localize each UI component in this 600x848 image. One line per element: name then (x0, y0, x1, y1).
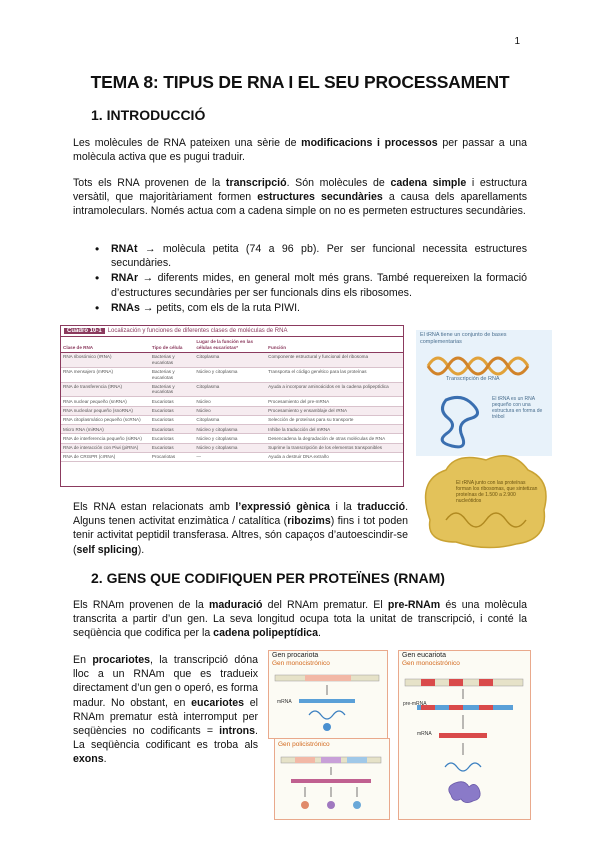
table-row (61, 397, 403, 406)
table-cell: Suprime la transcripción de los elementos transponibles (266, 443, 403, 452)
figure-label-rrna: El rRNA junto con las proteínas forman los ribosomas, que sintetizan proteínas de 1.500 a 2.900 nucleótidos (456, 480, 538, 504)
protein-2 (327, 801, 335, 809)
figure-label-transcription: Transcripción de RNA (446, 376, 500, 382)
exon-3 (479, 679, 493, 686)
mrna-label: mRNA (417, 731, 432, 737)
table-cell: Núcleo (194, 397, 266, 406)
mrna-bar (299, 699, 355, 703)
rna-classes-table-figure (60, 325, 404, 487)
coding-region (305, 675, 351, 681)
table-cell: Citoplasma (194, 415, 266, 424)
prokaryote-gene-figure (268, 650, 388, 739)
section-2-paragraph-1: Els RNAm provenen de la maduració del RNAm prematur. El pre-RNAm és una molècula transcrita a partir d’un gen. La seva longitud ocupa tota la unitat de transcripció, i conté la seqüència que codifica per la cadena polipeptídica. (73, 599, 527, 640)
table-header: Función (266, 337, 403, 353)
table-header: Clase de RNA (61, 337, 150, 353)
table-cell: RNA de CRISPR (crRNA) (61, 453, 150, 462)
rna-classes-table (61, 337, 403, 462)
table-caption: Cuadro 10-1 Localización y funciones de diferentes clases de moléculas de RNA (61, 326, 403, 337)
table-row (61, 425, 403, 434)
table-cell: Procesamiento y ensamblaje del rRNA (266, 406, 403, 415)
rna-structures-illustration (416, 330, 552, 550)
table-cell: Eucariotas (150, 415, 194, 424)
table-cell: Procesamiento del pre-mRNA (266, 397, 403, 406)
table-cell: Núcleo y citoplasma (194, 367, 266, 382)
page-title: TEMA 8: TIPUS DE RNA I EL SEU PROCESSAMENT (90, 72, 510, 92)
figure-label-top: El tRNA tiene un conjunto de bases complementarias (420, 332, 507, 345)
table-cell: Núcleo y citoplasma (194, 443, 266, 452)
exon-3-rna (479, 705, 493, 710)
prokaryote-title: Gen procariota (272, 652, 319, 659)
table-cell: RNA nuclear pequeño (snRNA) (61, 397, 150, 406)
table-cell: Eucariotas (150, 406, 194, 415)
table-cell: Selección de proteínas para su transporte (266, 415, 403, 424)
section-2-paragraph-2: En procariotes, la transcripció dóna lloc a un RNAm que es tradueix directament d’un gen o operó, es forma madur. No obstant, en eucariotes el RNAm prematur està interromput per seqüències no codificants = introns. La seqüència codificant es troba als exons. (73, 654, 258, 766)
intro-paragraph-3: Els RNA estan relacionats amb l’expressió gènica i la traducció. Alguns tenen activitat enzimàtica / catalítica (ribozims) fins i tot poden tenir activitat peptidil transferasa. Altres, són capaços d’autoescindir-se (self splicing). (73, 501, 409, 556)
eukaryote-title: Gen eucariota (402, 652, 446, 659)
polycistronic-gene-figure (274, 738, 390, 820)
gene-1 (295, 757, 315, 763)
gene-2 (321, 757, 341, 763)
table-cell: RNA de interferencia pequeño (siRNA) (61, 434, 150, 443)
table-cell: Transporta el código genético para las proteínas (266, 367, 403, 382)
table-row (61, 434, 403, 443)
table-row (61, 353, 403, 368)
table-cell: Bacterias y eucariotas (150, 353, 194, 368)
exon-2-rna (449, 705, 463, 710)
table-cell: Componente estructural y funcional del ribosoma (266, 353, 403, 368)
table-row (61, 382, 403, 397)
section-2-heading: 2. GENS QUE CODIFIQUEN PER PROTEÏNES (RNAM) (91, 570, 445, 586)
exon-2 (449, 679, 463, 686)
protein-shape (449, 782, 480, 803)
polycistronic-mrna (291, 779, 371, 783)
table-cell: Micro RNA (miRNA) (61, 425, 150, 434)
table-cell: RNA de interacción con Piwi (piRNA) (61, 443, 150, 452)
table-cell: Eucariotas (150, 443, 194, 452)
table-cell: Ayuda a destruir DNA extraño (266, 453, 403, 462)
table-cell: Eucariotas (150, 425, 194, 434)
protein-3 (353, 801, 361, 809)
mrna-label: mRNA (277, 699, 292, 705)
page-number: 1 (514, 36, 520, 47)
table-cell: Eucariotas (150, 397, 194, 406)
intro-paragraph-1: Les molècules de RNA pateixen una sèrie de modificacions i processos per passar a una molècula activa que es pugui traduir. (73, 137, 527, 164)
table-row (61, 453, 403, 462)
mrna-strand (445, 763, 481, 771)
ribosome-dot (323, 723, 331, 731)
table-cell: RNA citoplasmático pequeño (scRNA) (61, 415, 150, 424)
table-cell: Desencadena la degradación de otras moléculas de RNA (266, 434, 403, 443)
prokaryote-subtitle: Gen monocistrónico (272, 660, 330, 667)
table-cell: RNA nucleolar pequeño (snoRNA) (61, 406, 150, 415)
table-cell: Citoplasma (194, 353, 266, 368)
table-row (61, 415, 403, 424)
table-cell: Bacterias y eucariotas (150, 367, 194, 382)
table-cell: Procariotas (150, 453, 194, 462)
mrna-strand (309, 711, 345, 719)
table-header: Tipo de célula (150, 337, 194, 353)
exon-1 (421, 679, 435, 686)
mature-mrna-bar (439, 733, 487, 738)
table-cell: Inhibe la traducción del mRNA (266, 425, 403, 434)
table-header: Lugar de la función en las células eucariotas* (194, 337, 266, 353)
list-item: • RNAr → diferents mides, en general molt més grans. També requereixen la formació d’estructures secundàries per ser funcionals dins els ribosomes. (91, 271, 527, 299)
table-row (61, 443, 403, 452)
polycistronic-diagram (275, 751, 389, 817)
polycistronic-subtitle: Gen policistrónico (278, 741, 330, 748)
figure-label-trna: El tRNA es un RNA pequeño con una estructura en forma de trébol (492, 396, 543, 420)
rna-structures-figure (416, 330, 552, 550)
rna-types-list (91, 242, 527, 316)
table-cell: Núcleo y citoplasma (194, 425, 266, 434)
table-row (61, 406, 403, 415)
table-cell: Ayuda a incorporar aminoácidos en la cadena polipeptídica (266, 382, 403, 397)
intro-paragraph-2: Tots els RNA provenen de la transcripció. Són molècules de cadena simple i estructura versàtil, que majoritàriament formen estructures secundàries a causa dels aparellaments intramoleculars. Només actua com a cadena simple on no es permeten estructures secundàries. (73, 177, 528, 218)
table-cell: RNA mensajero (mRNA) (61, 367, 150, 382)
section-1-heading: 1. INTRODUCCIÓ (91, 107, 206, 123)
table-cell: RNA de transferencia (tRNA) (61, 382, 150, 397)
table-row (61, 367, 403, 382)
list-item: • RNAs → petits, com els de la ruta PIWI. (91, 301, 527, 315)
table-cell: Núcleo (194, 406, 266, 415)
table-cell: Citoplasma (194, 382, 266, 397)
eukaryote-diagram (399, 669, 530, 819)
table-cell: Bacterias y eucariotas (150, 382, 194, 397)
trna-panel-background (416, 330, 552, 456)
table-cell: RNA ribosómico (rRNA) (61, 353, 150, 368)
eukaryote-subtitle: Gen monocistrónico (402, 660, 460, 667)
gene-3 (347, 757, 367, 763)
protein-1 (301, 801, 309, 809)
pre-mrna-label: pre-mRNA (403, 701, 427, 707)
table-cell: Núcleo y citoplasma (194, 434, 266, 443)
table-cell: — (194, 453, 266, 462)
table-cell: Eucariotas (150, 434, 194, 443)
eukaryote-gene-figure (398, 650, 531, 820)
list-item: • RNAt → molècula petita (74 a 96 pb). Per ser funcional necessita estructures secundàries. (91, 242, 527, 270)
